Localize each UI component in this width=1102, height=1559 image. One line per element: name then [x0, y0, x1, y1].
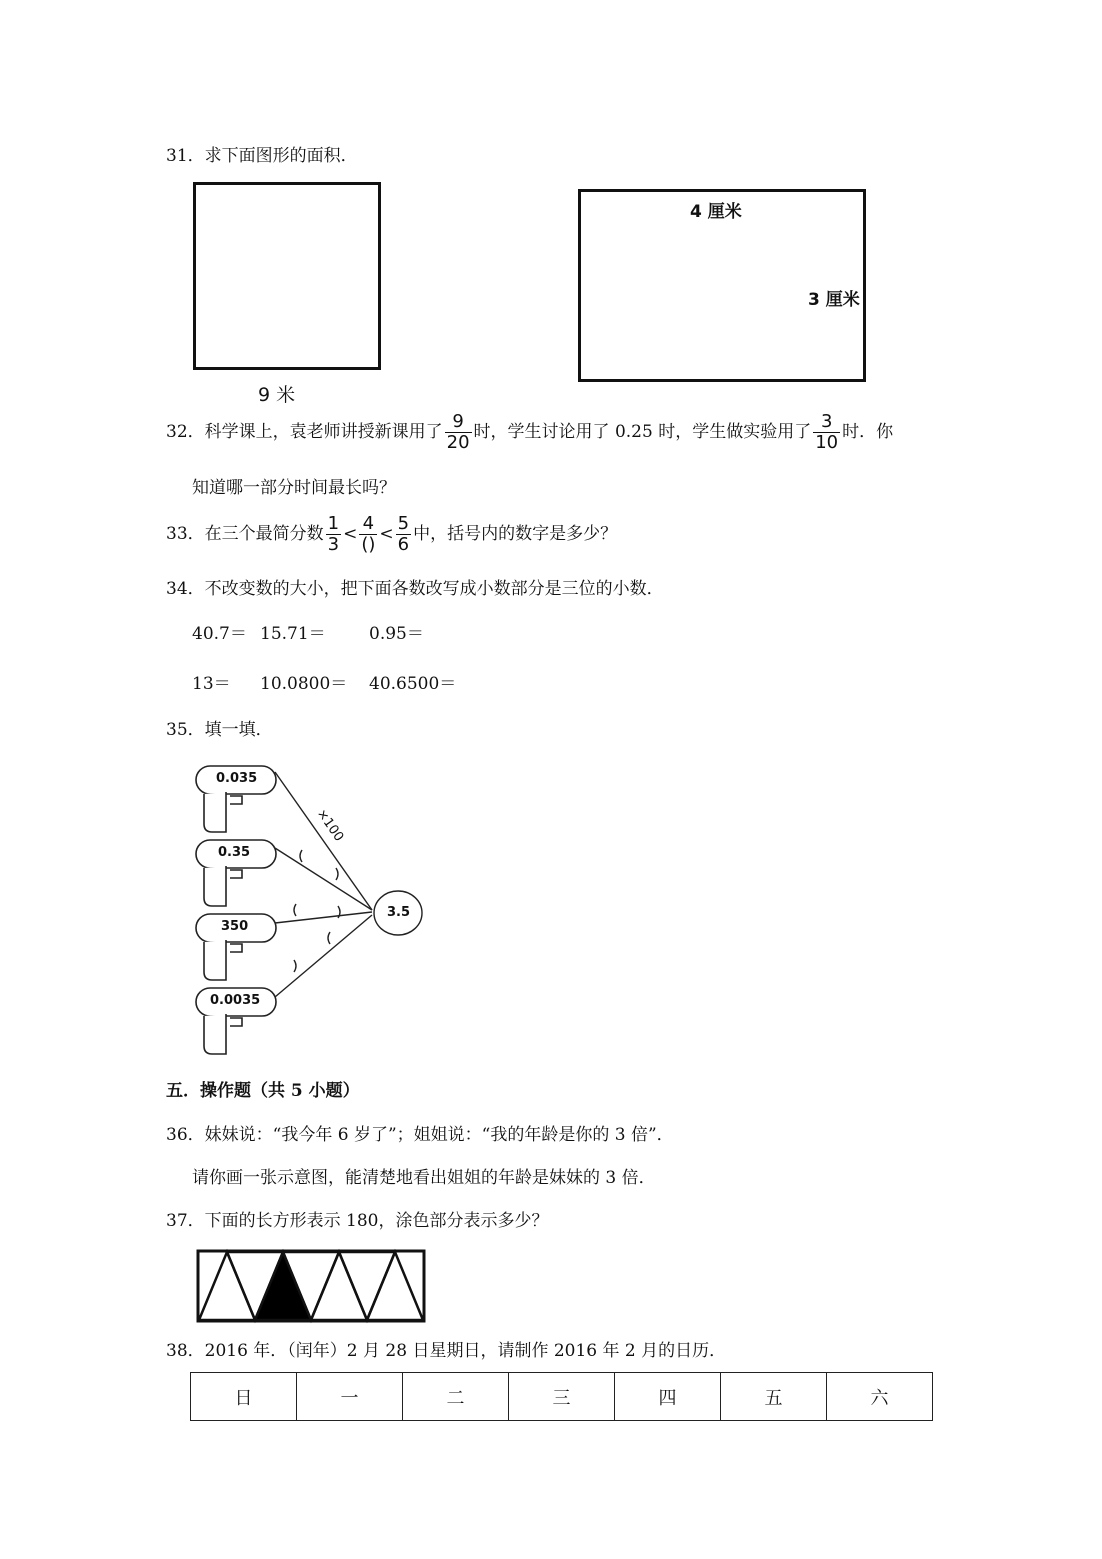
q33-post: 中，括号内的数字是多少？: [413, 524, 618, 544]
fraction-numerator: 3: [813, 412, 840, 433]
q34-text: 34．不改变数的大小，把下面各数改写成小数部分是三位的小数．: [166, 579, 664, 599]
less-than-sign: <: [379, 524, 394, 544]
section-title: 五．操作题（共 5 小题）: [166, 1081, 360, 1101]
q37-text: 37．下面的长方形表示 180，涂色部分表示多少？: [166, 1211, 549, 1231]
fraction-denominator: 10: [815, 432, 839, 453]
q34-r2c2: 10.0800＝: [260, 674, 348, 694]
weekday-cell: 五: [721, 1373, 827, 1421]
weekday-cell: 日: [191, 1373, 297, 1421]
fraction-numerator: 4: [359, 514, 377, 535]
q32-line2: 知道哪一部分时间最长吗？: [192, 478, 396, 498]
rect-width-label: 3 厘米: [808, 290, 860, 310]
q32-mid: 时，学生讨论用了 0.25 时，学生做实验用了: [473, 422, 812, 442]
fraction-4-blank: [359, 514, 377, 555]
q34-r1c2: 15.71＝: [260, 624, 326, 644]
fraction-denominator: 20: [446, 432, 470, 453]
q31-text: 31．求下面图形的面积．: [166, 146, 358, 166]
weekday-cell: 二: [403, 1373, 509, 1421]
multiply-label: ×100: [313, 806, 347, 845]
q36-line2: 请你画一张示意图，能清楚地看出姐姐的年龄是妹妹的 3 倍．: [192, 1168, 656, 1188]
rect-length-label: 4 厘米: [690, 202, 742, 222]
fraction-3-10: [813, 412, 840, 453]
triangle-rectangle-figure: [195, 1248, 427, 1324]
q34-r1c1: 40.7＝: [192, 624, 247, 644]
gun-value-3: 350: [221, 919, 249, 934]
q32-post: 时．你: [842, 422, 894, 442]
q35-text: 35．填一填．: [166, 720, 273, 740]
gun-value-4: 0.0035: [210, 993, 261, 1008]
q32-pre: 32．科学课上，袁老师讲授新课用了: [166, 422, 443, 442]
gun-value-2: 0.35: [218, 845, 251, 860]
q32-line1: [166, 412, 893, 453]
weekday-cell: 六: [827, 1373, 933, 1421]
fraction-numerator: 1: [327, 513, 340, 534]
calendar-header-row: [191, 1373, 933, 1421]
fraction-denominator: 6: [397, 534, 410, 555]
fraction-numerator: 9: [445, 412, 472, 433]
square-figure: [193, 182, 381, 370]
square-side-label: 9 米: [258, 384, 296, 406]
less-than-sign: <: [343, 524, 358, 544]
q38-text: 38．2016 年．（闰年）2 月 28 日星期日，请制作 2016 年 2 月的日历．: [166, 1341, 727, 1361]
fraction-1-3: [326, 514, 341, 555]
weekday-cell: 四: [615, 1373, 721, 1421]
q34-r1c3: 0.95＝: [369, 624, 424, 644]
calendar-table: [190, 1372, 933, 1421]
weekday-cell: 三: [509, 1373, 615, 1421]
fraction-denominator: (): [361, 534, 376, 555]
weekday-cell: 一: [297, 1373, 403, 1421]
fraction-denominator: 3: [327, 534, 340, 555]
gun-value-1: 0.035: [216, 771, 258, 786]
fraction-numerator: 5: [397, 513, 410, 534]
q34-r2c3: 40.6500＝: [369, 674, 457, 694]
q33-pre: 33．在三个最简分数: [166, 524, 324, 544]
q33-line: [166, 514, 617, 555]
fraction-9-20: [445, 412, 472, 453]
q36-line1: 36．妹妹说：“我今年 6 岁了”；姐姐说：“我的年龄是你的 3 倍”．: [166, 1125, 674, 1145]
target-value: 3.5: [387, 905, 411, 920]
q34-r2c1: 13＝: [192, 674, 231, 694]
fraction-5-6: [396, 514, 411, 555]
